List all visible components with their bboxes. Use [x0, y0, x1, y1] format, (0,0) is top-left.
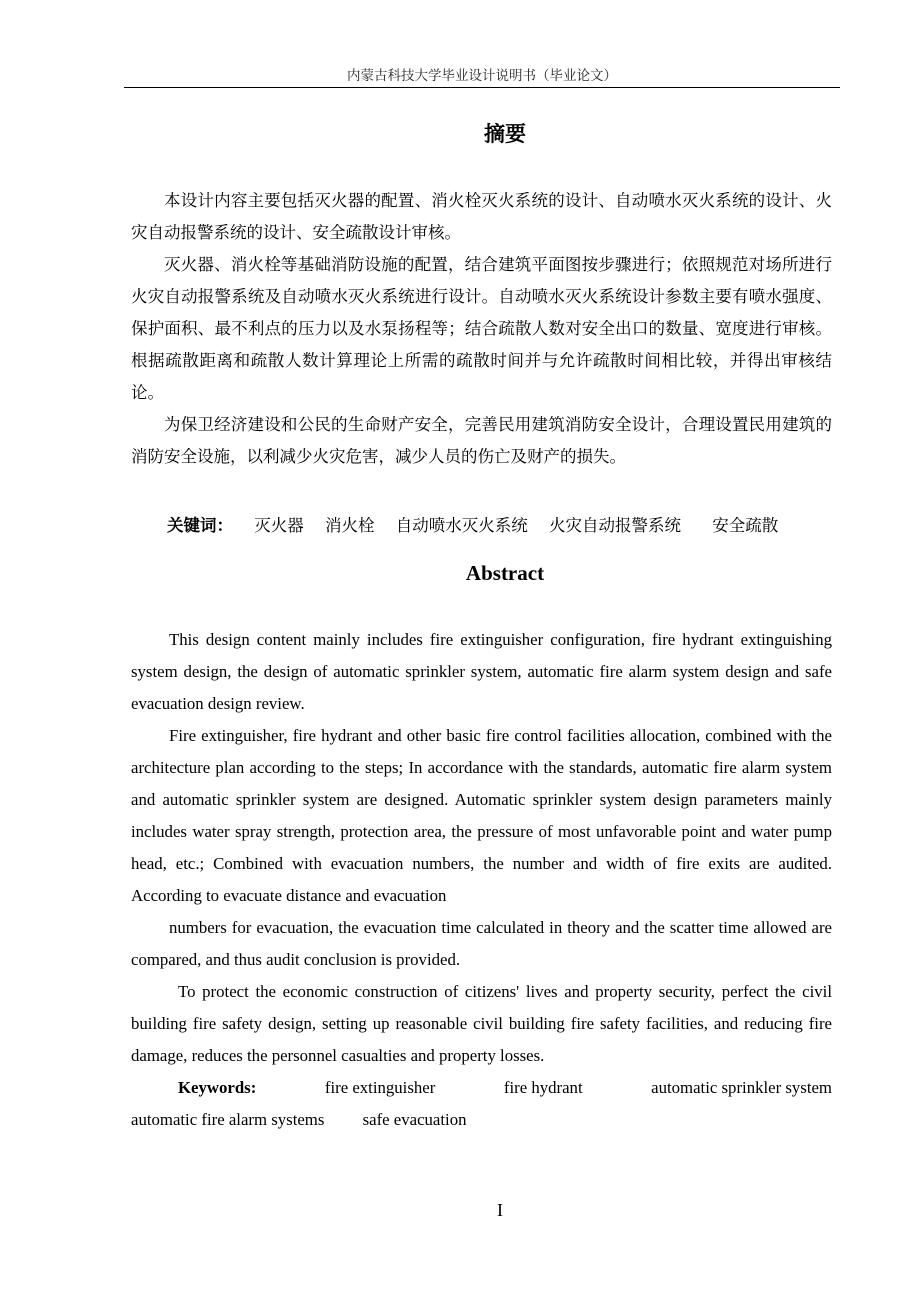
- abstract-cn-title: 摘要: [484, 121, 526, 146]
- abstract-en-body: [131, 624, 832, 1072]
- keyword-en: fire extinguisher: [324, 1078, 436, 1097]
- header-divider: [124, 87, 840, 88]
- keywords-en-label: Keywords:: [178, 1078, 257, 1097]
- page-header: 内蒙古科技大学毕业设计说明书（毕业论文）: [347, 68, 617, 84]
- keyword-en: fire hydrant: [503, 1078, 583, 1097]
- keyword-cn: 火灾自动报警系统: [549, 516, 681, 535]
- keyword-cn: 灭火器: [254, 516, 304, 535]
- keyword-cn: 安全疏散: [712, 516, 779, 535]
- abstract-cn-body: [131, 185, 832, 473]
- keywords-en-row: [131, 1104, 832, 1136]
- abstract-en-paragraph: This design content mainly includes fire extinguisher configuration, fire hydrant extinguishing system design, the design of automatic sprinkler system, automatic fire alarm system design and safe evacuation design review.: [131, 630, 832, 713]
- keyword-en: automatic fire alarm systems: [131, 1110, 325, 1129]
- keywords-cn-label: 关键词：: [167, 516, 233, 535]
- abstract-en-paragraph: To protect the economic construction of citizens' lives and property security, perfect the civil building fire safety design, setting up reasonable civil building fire safety facilities, and reducing fire damage, reduces the personnel casualties and property losses.: [131, 982, 832, 1065]
- abstract-en-paragraph: numbers for evacuation, the evacuation time calculated in theory and the scatter time allowed are compared, and thus audit conclusion is provided.: [131, 918, 832, 969]
- keyword-en: safe evacuation: [362, 1110, 467, 1129]
- abstract-cn-paragraph: 灭火器、消火栓等基础消防设施的配置，结合建筑平面图按步骤进行；依照规范对场所进行火灾自动报警系统及自动喷水灭火系统进行设计。自动喷水灭火系统设计参数主要有喷水强度、保护面积、最不利点的压力以及水泵扬程等；结合疏散人数对安全出口的数量、宽度进行审核。根据疏散距离和疏散人数计算理论上所需的疏散时间并与允许疏散时间相比较，并得出审核结论。: [131, 255, 832, 402]
- keywords-en-row: [131, 1072, 832, 1104]
- abstract-en-paragraph: Fire extinguisher, fire hydrant and other basic fire control facilities allocation, combined with the architecture plan according to the steps; In accordance with the standards, automatic fire alarm system and automatic sprinkler system are designed. Automatic sprinkler system design parameters mainly includes water spray strength, protection area, the pressure of most unfavorable point and water pump head, etc.; Combined with evacuation numbers, the number and width of fire exits are audited. According to evacuate distance and evacuation: [131, 726, 832, 905]
- abstract-en-title: Abstract: [465, 561, 545, 585]
- page-number: I: [497, 1200, 503, 1220]
- keyword-en: automatic sprinkler system: [651, 1078, 832, 1097]
- keyword-cn: 消火栓: [325, 516, 375, 535]
- keywords-cn: [167, 510, 847, 542]
- keywords-en: [131, 1072, 832, 1136]
- abstract-cn-paragraph: 本设计内容主要包括灭火器的配置、消火栓灭火系统的设计、自动喷水灭火系统的设计、火灾自动报警系统的设计、安全疏散设计审核。: [131, 191, 832, 242]
- keyword-cn: 自动喷水灭火系统: [395, 516, 528, 535]
- abstract-cn-paragraph: 为保卫经济建设和公民的生命财产安全，完善民用建筑消防安全设计，合理设置民用建筑的消防安全设施，以利减少火灾危害，减少人员的伤亡及财产的损失。: [131, 415, 832, 466]
